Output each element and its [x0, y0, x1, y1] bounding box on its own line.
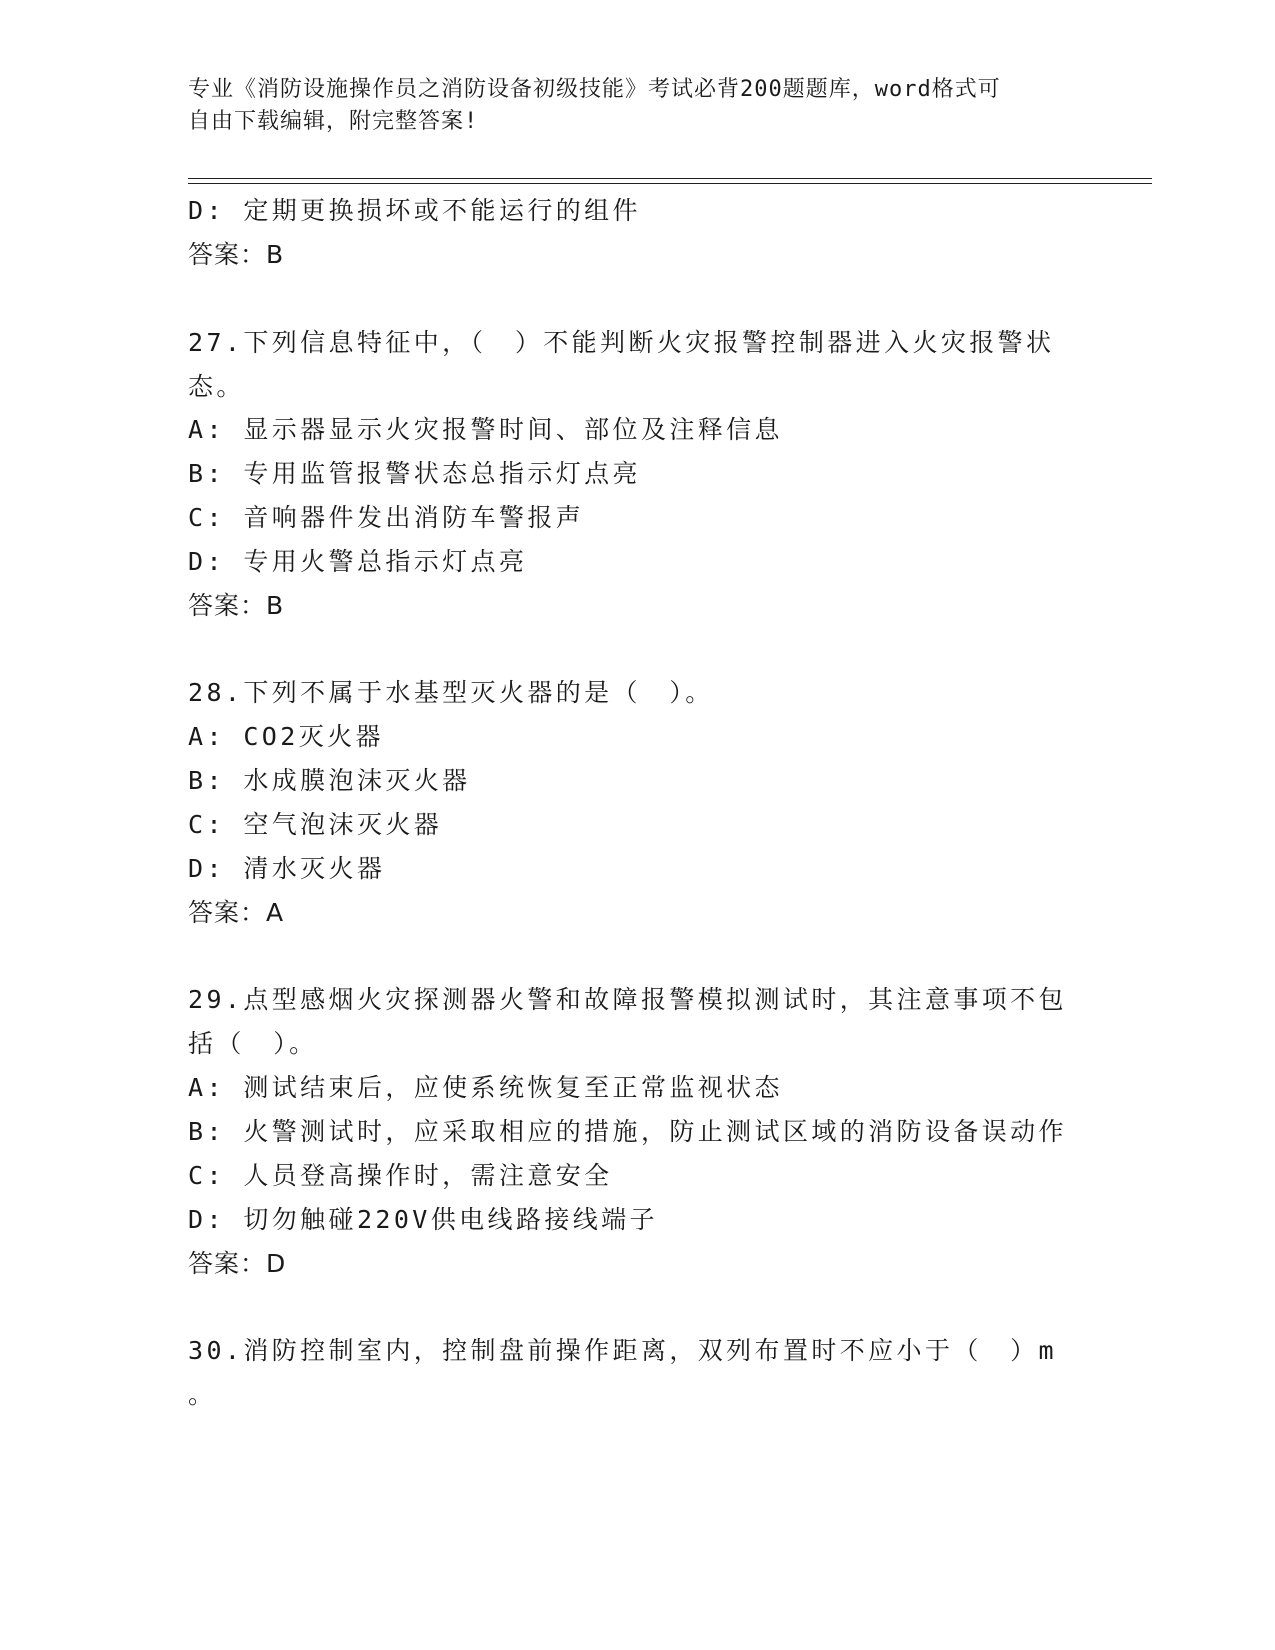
q28-answer: 答案：A — [188, 898, 285, 927]
q29-option-b: B: 火警测试时，应采取相应的措施，防止测试区域的消防设备误动作 — [188, 1117, 1067, 1146]
q28-option-b: B: 水成膜泡沫灭火器 — [188, 766, 471, 795]
q30-stem-line2: 。 — [188, 1380, 217, 1409]
document-header — [188, 74, 1068, 138]
prev-option-d: D: 定期更换损坏或不能运行的组件 — [188, 196, 641, 225]
q27-option-a: A: 显示器显示火灾报警时间、部位及注释信息 — [188, 415, 783, 444]
q29-option-a: A: 测试结束后，应使系统恢复至正常监视状态 — [188, 1073, 783, 1102]
q27-option-c: C: 音响器件发出消防车警报声 — [188, 503, 585, 532]
q28-option-a: A: CO2灭火器 — [188, 722, 384, 751]
q29-option-d: D: 切勿触碰220V供电线路接线端子 — [188, 1205, 658, 1234]
header-divider-bottom — [188, 183, 1152, 184]
q28-option-d: D: 清水灭火器 — [188, 854, 386, 883]
q28-stem-line1: 28.下列不属于水基型灭火器的是（ ）。 — [188, 678, 714, 707]
q28-option-c: C: 空气泡沫灭火器 — [188, 810, 443, 839]
q29-answer: 答案：D — [188, 1249, 287, 1278]
q30-stem-line1: 30.消防控制室内，控制盘前操作距离，双列布置时不应小于（ ）m — [188, 1336, 1058, 1365]
q29-stem-line1: 29.点型感烟火灾探测器火警和故障报警模拟测试时，其注意事项不包 — [188, 985, 1067, 1014]
q29-option-c: C: 人员登高操作时，需注意安全 — [188, 1161, 613, 1190]
q27-stem-line2: 态。 — [188, 372, 245, 401]
q27-stem-line1: 27.下列信息特征中，（ ）不能判断火灾报警控制器进入火灾报警状 — [188, 328, 1055, 357]
header-line-1: 专业《消防设施操作员之消防设备初级技能》考试必背200题题库，word格式可 — [188, 77, 1001, 102]
header-divider-top — [188, 178, 1152, 179]
header-line-2: 自由下载编辑，附完整答案! — [188, 109, 479, 134]
q27-option-d: D: 专用火警总指示灯点亮 — [188, 547, 528, 576]
prev-answer: 答案：B — [188, 240, 285, 269]
q27-answer: 答案：B — [188, 591, 285, 620]
q29-stem-line2: 括（ ）。 — [188, 1029, 318, 1058]
q27-option-b: B: 专用监管报警状态总指示灯点亮 — [188, 459, 641, 488]
